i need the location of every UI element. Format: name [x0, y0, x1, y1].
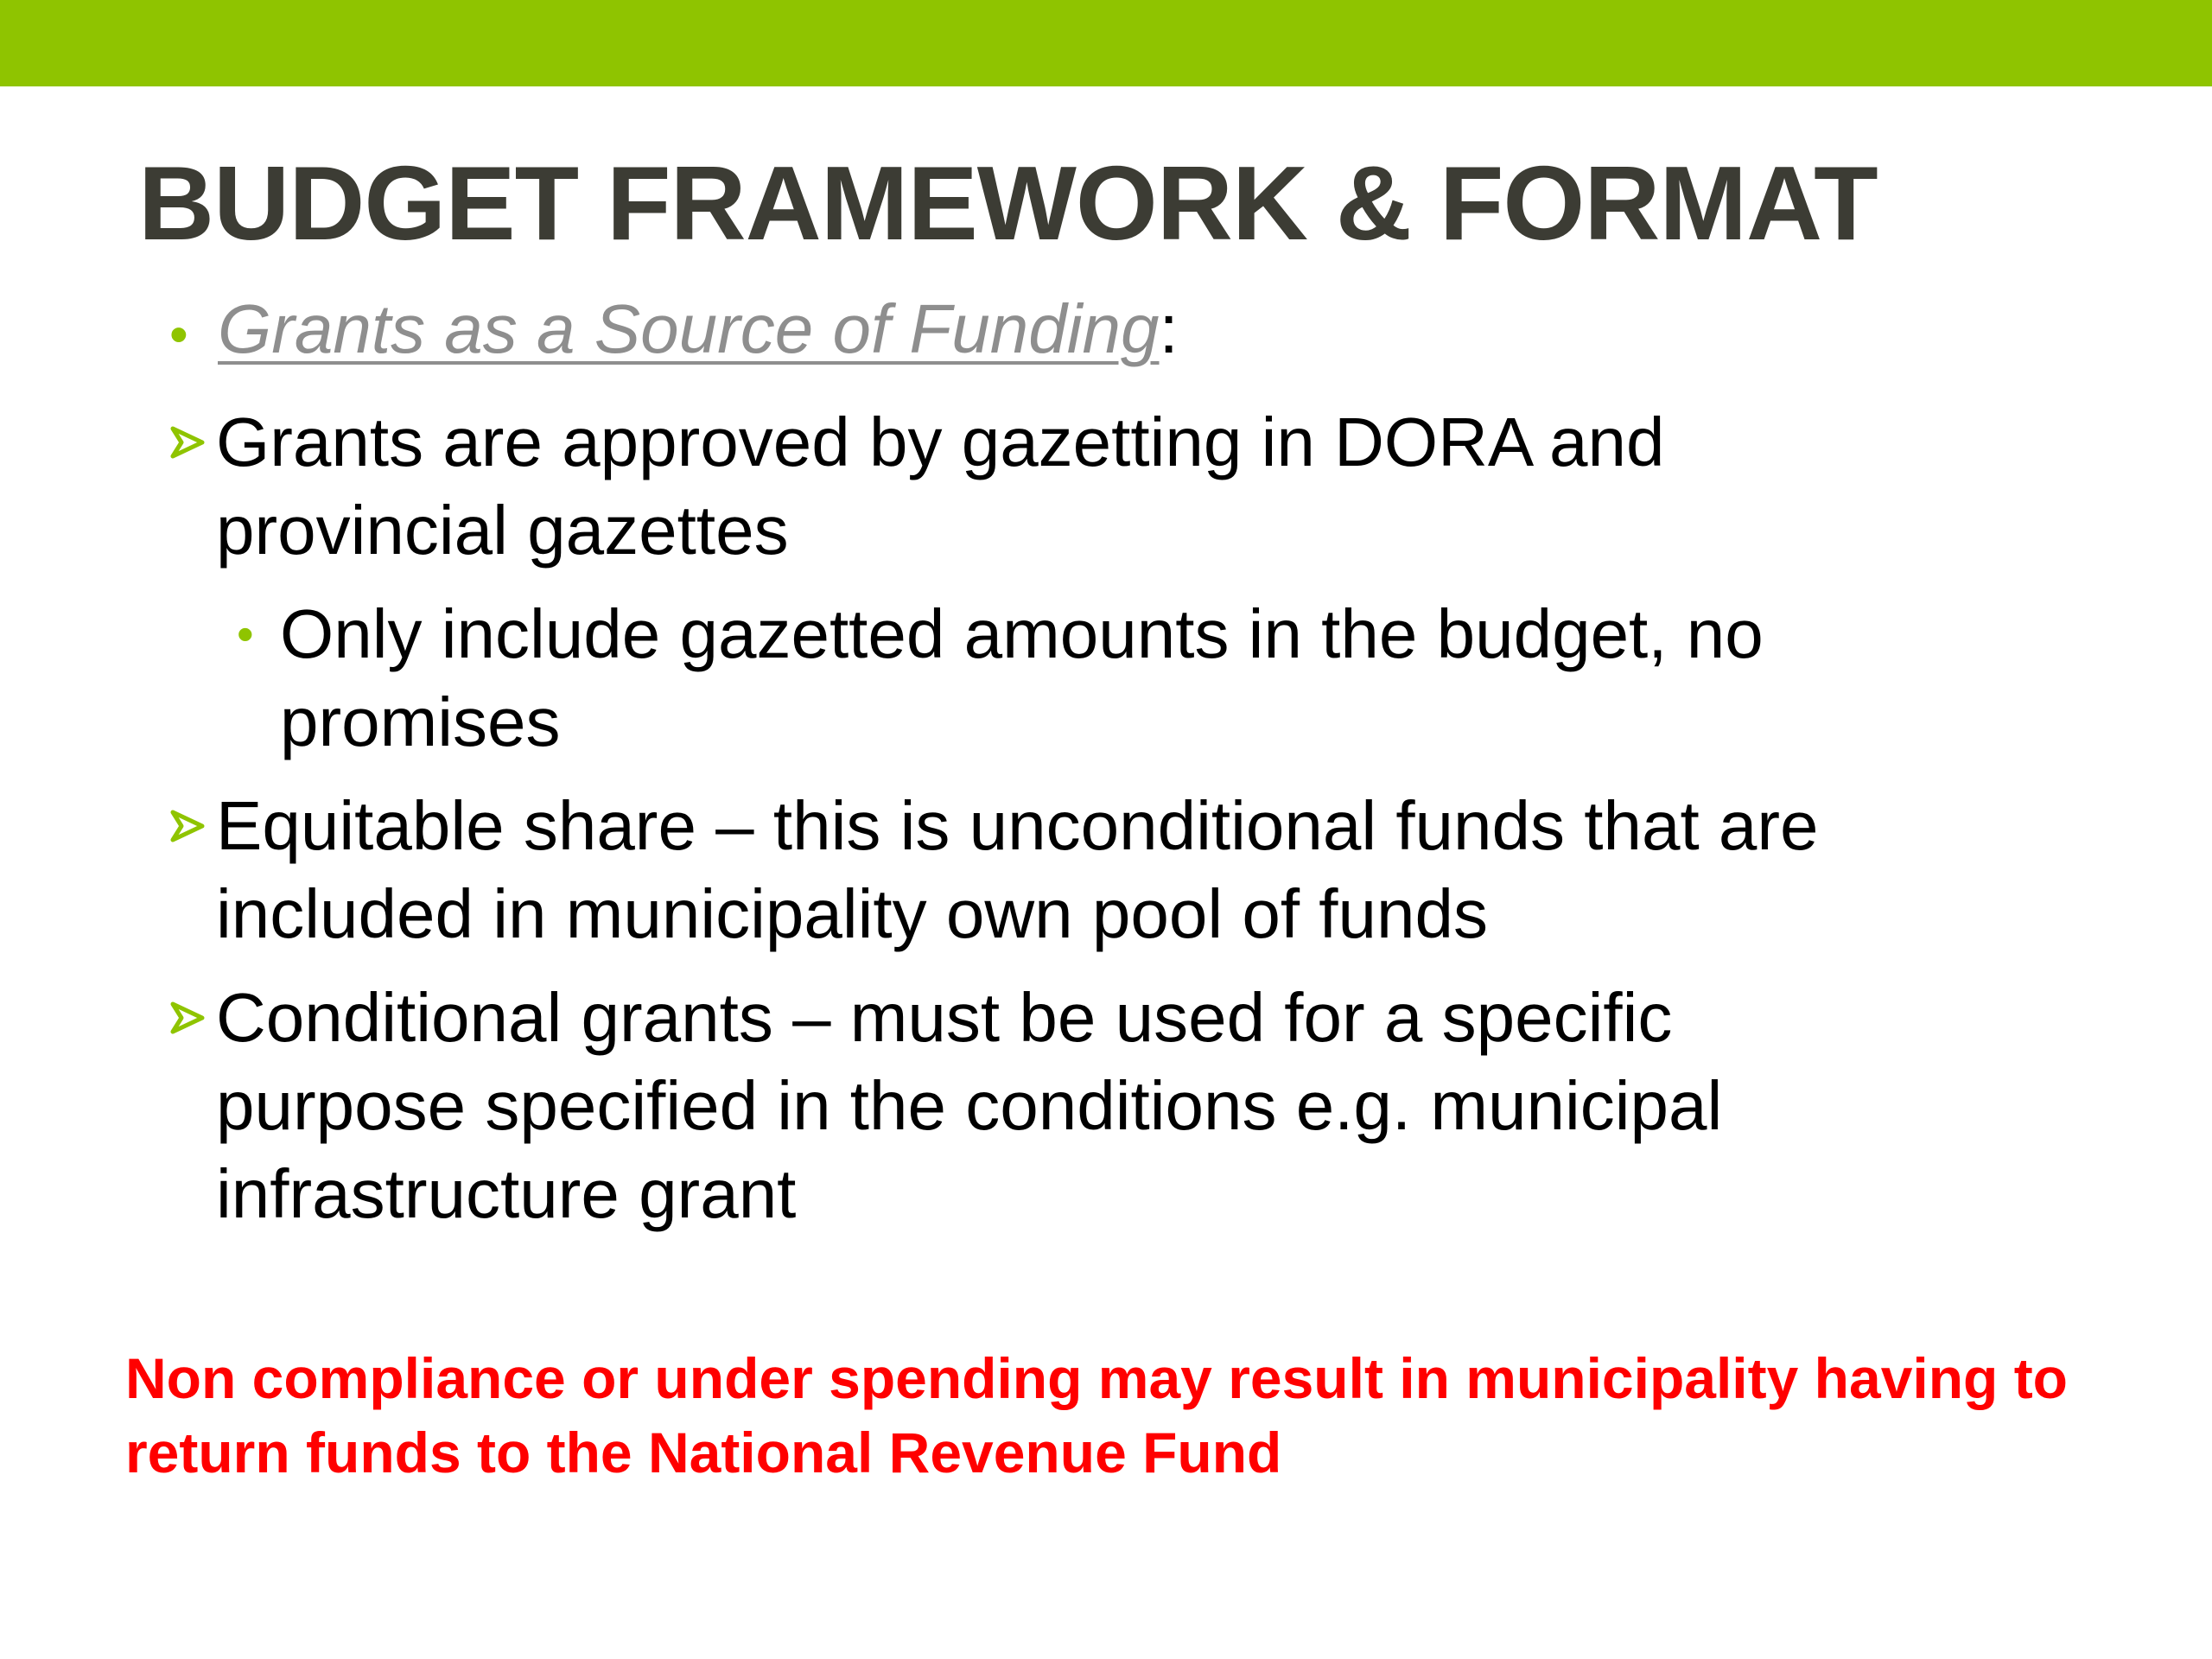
arrow-bullet-item	[169, 974, 1897, 1238]
equitable-share-text: Equitable share – this is unconditional funds that are included in municipality own pool of funds	[216, 787, 1819, 952]
arrowhead-bullet-icon	[169, 782, 216, 870]
compliance-warning: Non compliance or under spending may result in municipality having to return funds to the National Revenue Fund	[125, 1346, 2068, 1484]
top-accent-bar	[0, 0, 2212, 86]
heading-colon: :	[1159, 290, 1179, 367]
conditional-grants-text: Conditional grants – must be used for a specific purpose specified in the conditions e.g. municipal infrastructure grant	[216, 979, 1723, 1232]
gazetted-amounts-text: Only include gazetted amounts in the budget, no promises	[280, 595, 1764, 760]
slide-content	[169, 285, 1897, 1254]
grants-source-link[interactable]: Grants as a Source of Funding	[218, 290, 1160, 367]
arrow-bullet-item	[169, 398, 1897, 575]
sub-bullet-item	[237, 590, 1897, 766]
arrow-bullet-item	[169, 782, 1897, 958]
arrowhead-bullet-icon	[169, 398, 216, 486]
slide-title: BUDGET FRAMEWORK & FORMAT	[138, 144, 1878, 262]
round-bullet-icon: •	[169, 305, 188, 365]
round-bullet-icon: •	[237, 607, 254, 661]
section-heading	[169, 285, 1897, 379]
arrowhead-bullet-icon	[169, 974, 216, 1062]
grants-approval-text: Grants are approved by gazetting in DORA and provincial gazettes	[216, 404, 1665, 569]
